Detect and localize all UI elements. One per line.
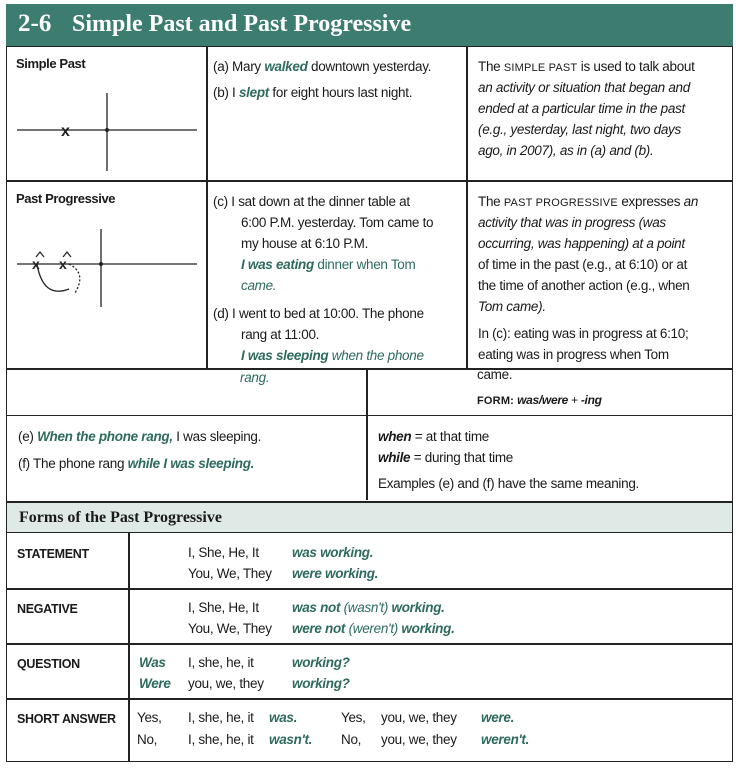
past-progressive-explanation-l1: The PAST PROGRESSIVE expresses an [478,194,699,209]
short-no-2: No, [341,732,362,747]
when-while-box [6,416,733,502]
simple-past-explanation-l2: an activity or situation that began and [478,80,690,95]
forms-header [6,502,733,532]
forms-row-divider-1 [7,588,732,590]
example-e-line: (e) When the phone rang, I was sleeping. [18,429,262,444]
example-d-l2: rang at 11:00. [241,327,320,342]
timeline-progress-icon [17,223,197,309]
row-divider-2 [7,368,732,370]
question-subject-1: I, she, he, it [188,655,254,670]
past-progressive-explanation-l7: In (c): eating was in progress at 6:10; [478,326,689,341]
past-progressive-label: Past Progressive [16,191,116,206]
col-divider-2 [466,47,468,369]
statement-verb-2: were working. [292,566,379,581]
when-while-divider [366,416,368,500]
question-verb-2: working? [292,676,350,691]
forms-row-divider-2 [7,643,732,645]
row-divider-1 [7,180,732,182]
negative-label: NEGATIVE [17,602,78,616]
question-aux-1: Was [139,655,166,670]
negative-verb-2: were not (weren't) working. [292,621,455,636]
question-subject-2: you, we, they [188,676,264,691]
svg-text:x: x [61,123,70,140]
negative-subject-1: I, She, He, It [188,600,259,615]
page-title: Simple Past and Past Progressive [72,11,412,37]
statement-subject-2: You, We, They [188,566,272,581]
short-answer-label: SHORT ANSWER [17,712,116,726]
forms-table [6,532,733,762]
short-yes-1: Yes, [137,710,162,725]
short-subject-1: I, she, he, it [188,710,254,725]
past-progressive-explanation-l2: activity that was in progress (was [478,215,666,230]
short-subject-4: you, we, they [381,732,457,747]
short-yes-2: Yes, [341,710,366,725]
title-bar [6,4,733,46]
short-verb-4: weren't. [481,732,530,747]
example-f: (f) The phone rang while I was sleeping. [18,456,255,471]
col-divider-1 [206,47,208,369]
section-number: 2-6 [18,10,52,37]
short-subject-3: I, she, he, it [188,732,254,747]
short-no-1: No, [137,732,158,747]
example-c-l5: came. [241,278,277,293]
svg-text:x: x [59,256,67,272]
simple-past-explanation-l3: ended at a particular time in the past [478,101,685,116]
past-progressive-explanation-l8: eating was in progress when Tom [478,347,669,362]
negative-verb-1: was not (wasn't) working. [292,600,445,615]
past-progressive-explanation-l9: came. [477,367,513,382]
same-meaning-note: Examples (e) and (f) have the same meaning. [378,476,639,491]
past-progressive-explanation-l3: occurring, was happening) at a point [478,236,685,251]
simple-past-explanation-l5: ago, in 2007), as in (a) and (b). [478,143,654,158]
short-verb-3: wasn't. [269,732,313,747]
short-verb-1: was. [269,710,298,725]
forms-col-divider [128,533,130,761]
example-d-l3: I was sleeping when the phone [241,348,424,363]
while-definition: while = during that time [378,450,514,465]
question-label: QUESTION [17,657,80,671]
example-b: (b) I slept for eight hours last night. [213,85,413,100]
statement-label: STATEMENT [17,547,89,561]
past-progressive-explanation-l5: the time of another action (e.g., when [478,278,690,293]
past-progressive-explanation-l6: Tom came). [478,299,546,314]
forms-row-divider-3 [7,698,732,700]
example-d-l4: rang. [240,370,270,385]
past-progressive-explanation-l4: of time in the past (e.g., at 6:10) or at [478,257,688,272]
grammar-table [6,46,733,416]
question-verb-1: working? [292,655,350,670]
timeline-x-icon [17,87,197,173]
short-subject-2: you, we, they [381,710,457,725]
example-c-l4: I was eating dinner when Tom [241,257,416,272]
statement-subject-1: I, She, He, It [188,545,259,560]
when-def-line: when = at that time [378,429,489,444]
form-line: FORM: was/were + -ing [477,393,602,407]
negative-subject-2: You, We, They [188,621,272,636]
col-divider-3 [366,369,368,417]
svg-text:x: x [32,256,40,272]
example-c-l2: 6:00 P.M. yesterday. Tom came to [241,215,434,230]
example-c-l1: (c) I sat down at the dinner table at [213,194,410,209]
example-a: (a) Mary walked downtown yesterday. [213,59,432,74]
forms-title: Forms of the Past Progressive [19,509,222,526]
simple-past-label: Simple Past [16,56,86,71]
example-c-l3: my house at 6:10 P.M. [241,236,369,251]
question-aux-2: Were [139,676,171,691]
statement-verb-1: was working. [292,545,374,560]
simple-past-explanation-l1: The SIMPLE PAST is used to talk about [478,59,695,74]
example-d-l1: (d) I went to bed at 10:00. The phone [213,306,424,321]
simple-past-explanation-l4: (e.g., yesterday, last night, two days [478,122,681,137]
short-verb-2: were. [481,710,515,725]
